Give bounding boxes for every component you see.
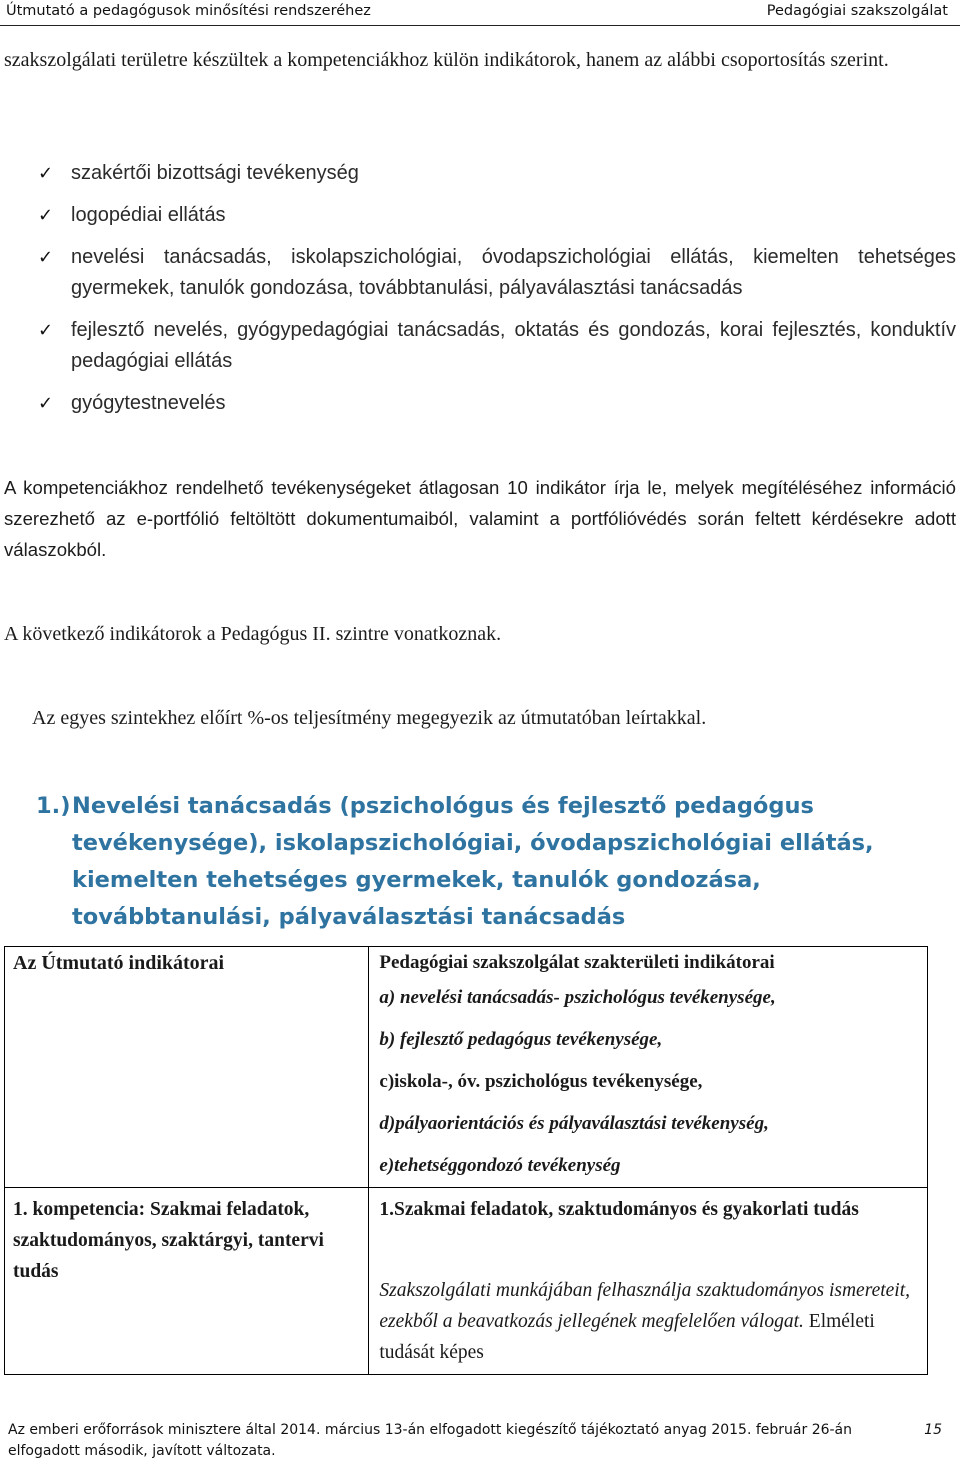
competency-right-desc (379, 1275, 919, 1368)
level-paragraph: A következő indikátorok a Pedagógus II. szintre vonatkoznak. (4, 623, 502, 645)
intro-paragraph: szakszolgálati területre készültek a kompetenciákhoz külön indikátorok, hanem az alábbi csoportosítás szerint. (4, 49, 889, 71)
list-item-text: nevelési tanácsadás, iskolapszichológiai, óvodapszichológiai ellátás, kiemelten tehetséges gyermekek, tanulók gondozása, továbbtanulási, pályaválasztási tanácsadás (71, 246, 956, 299)
percent-paragraph: Az egyes szintekhez előírt %-os teljesítmény megegyezik az útmutatóban leírtakkal. (32, 707, 707, 729)
table-row (5, 1188, 928, 1375)
list-item (38, 315, 956, 377)
page-header (0, 0, 960, 28)
subarea-item: d)pályaorientációs és pályaválasztási tevékenység, (379, 1113, 769, 1134)
subarea-item: c)iskola-, óv. pszichológus tevékenysége, (379, 1071, 703, 1092)
competency-desc-text: Szakszolgálati munkájában felhasználja szaktudományos ismereteit, ezekből a beavatkozás jellegének megfelelően válogat. (379, 1280, 911, 1332)
list-item (38, 242, 956, 304)
section-number: 1.) (36, 793, 71, 819)
section-heading (36, 788, 946, 936)
check-icon: ✓ (38, 163, 54, 184)
page-footer (8, 1420, 952, 1462)
subarea-list (369, 977, 927, 1187)
table-cell (5, 947, 369, 1188)
list-item (38, 388, 956, 419)
list-item-text: fejlesztő nevelés, gyógypedagógiai tanácsadás, oktatás és gondozás, korai fejlesztés, konduktív pedagógiai ellátás (71, 319, 956, 372)
table-cell (369, 947, 928, 1188)
indicators-paragraph: A kompetenciákhoz rendelhető tevékenységeket átlagosan 10 indikátor írja le, melyek megítéléséhez információ szerezhető az e-portfólió feltöltött dokumentumaiból, valamint a portfólióvédés során feltett kérdésekre adott válaszokból. (4, 477, 956, 560)
competency-right (369, 1188, 927, 1374)
indicator-table (4, 946, 928, 1375)
section-title: Nevelési tanácsadás (pszichológus és fejlesztő pedagógus tevékenysége), iskolapszichológiai, óvodapszichológiai ellátás, kiemelten tehetséges gyermekek, tanulók gondozása, továbbtanulási, pályaválasztási tanácsadás (72, 793, 874, 930)
competency-desc-tail: Elméleti tudását képes (379, 1311, 875, 1363)
header-document-title: Útmutató a pedagógusok minősítési rendszeréhez (6, 3, 371, 19)
check-icon: ✓ (38, 247, 54, 268)
table-row (5, 947, 928, 1188)
competency-right-title: 1.Szakmai feladatok, szaktudományos és gyakorlati tudás (379, 1199, 859, 1220)
subarea-item: b) fejlesztő pedagógus tevékenysége, (379, 1029, 663, 1050)
list-item-text: gyógytestnevelés (71, 392, 226, 414)
check-icon: ✓ (38, 320, 54, 341)
subarea-item: a) nevelési tanácsadás- pszichológus tevékenysége, (379, 987, 776, 1008)
check-icon: ✓ (38, 393, 54, 414)
page-number: 15 (924, 1422, 942, 1438)
list-item-text: szakértői bizottsági tevékenység (71, 162, 359, 184)
table-cell (369, 1188, 928, 1375)
check-icon: ✓ (38, 205, 54, 226)
list-item-text: logopédiai ellátás (71, 204, 226, 226)
table-header-right: Pedagógiai szakszolgálat szakterületi indikátorai (379, 952, 775, 973)
competency-left: 1. kompetencia: Szakmai feladatok, szaktudományos, szaktárgyi, tantervi tudás (13, 1199, 324, 1282)
table-cell (5, 1188, 369, 1375)
table-header-left: Az Útmutató indikátorai (13, 952, 225, 974)
list-item (38, 158, 956, 189)
subarea-item: e)tehetséggondozó tevékenység (379, 1155, 621, 1176)
list-item (38, 200, 956, 231)
header-rule (0, 25, 960, 26)
header-section-title: Pedagógiai szakszolgálat (766, 3, 948, 19)
checklist (38, 158, 956, 430)
footer-text: Az emberi erőforrások minisztere által 2014. március 13-án elfogadott kiegészítő tájékoztató anyag 2015. február 26-án elfogadott második, javított változata. (8, 1422, 853, 1459)
